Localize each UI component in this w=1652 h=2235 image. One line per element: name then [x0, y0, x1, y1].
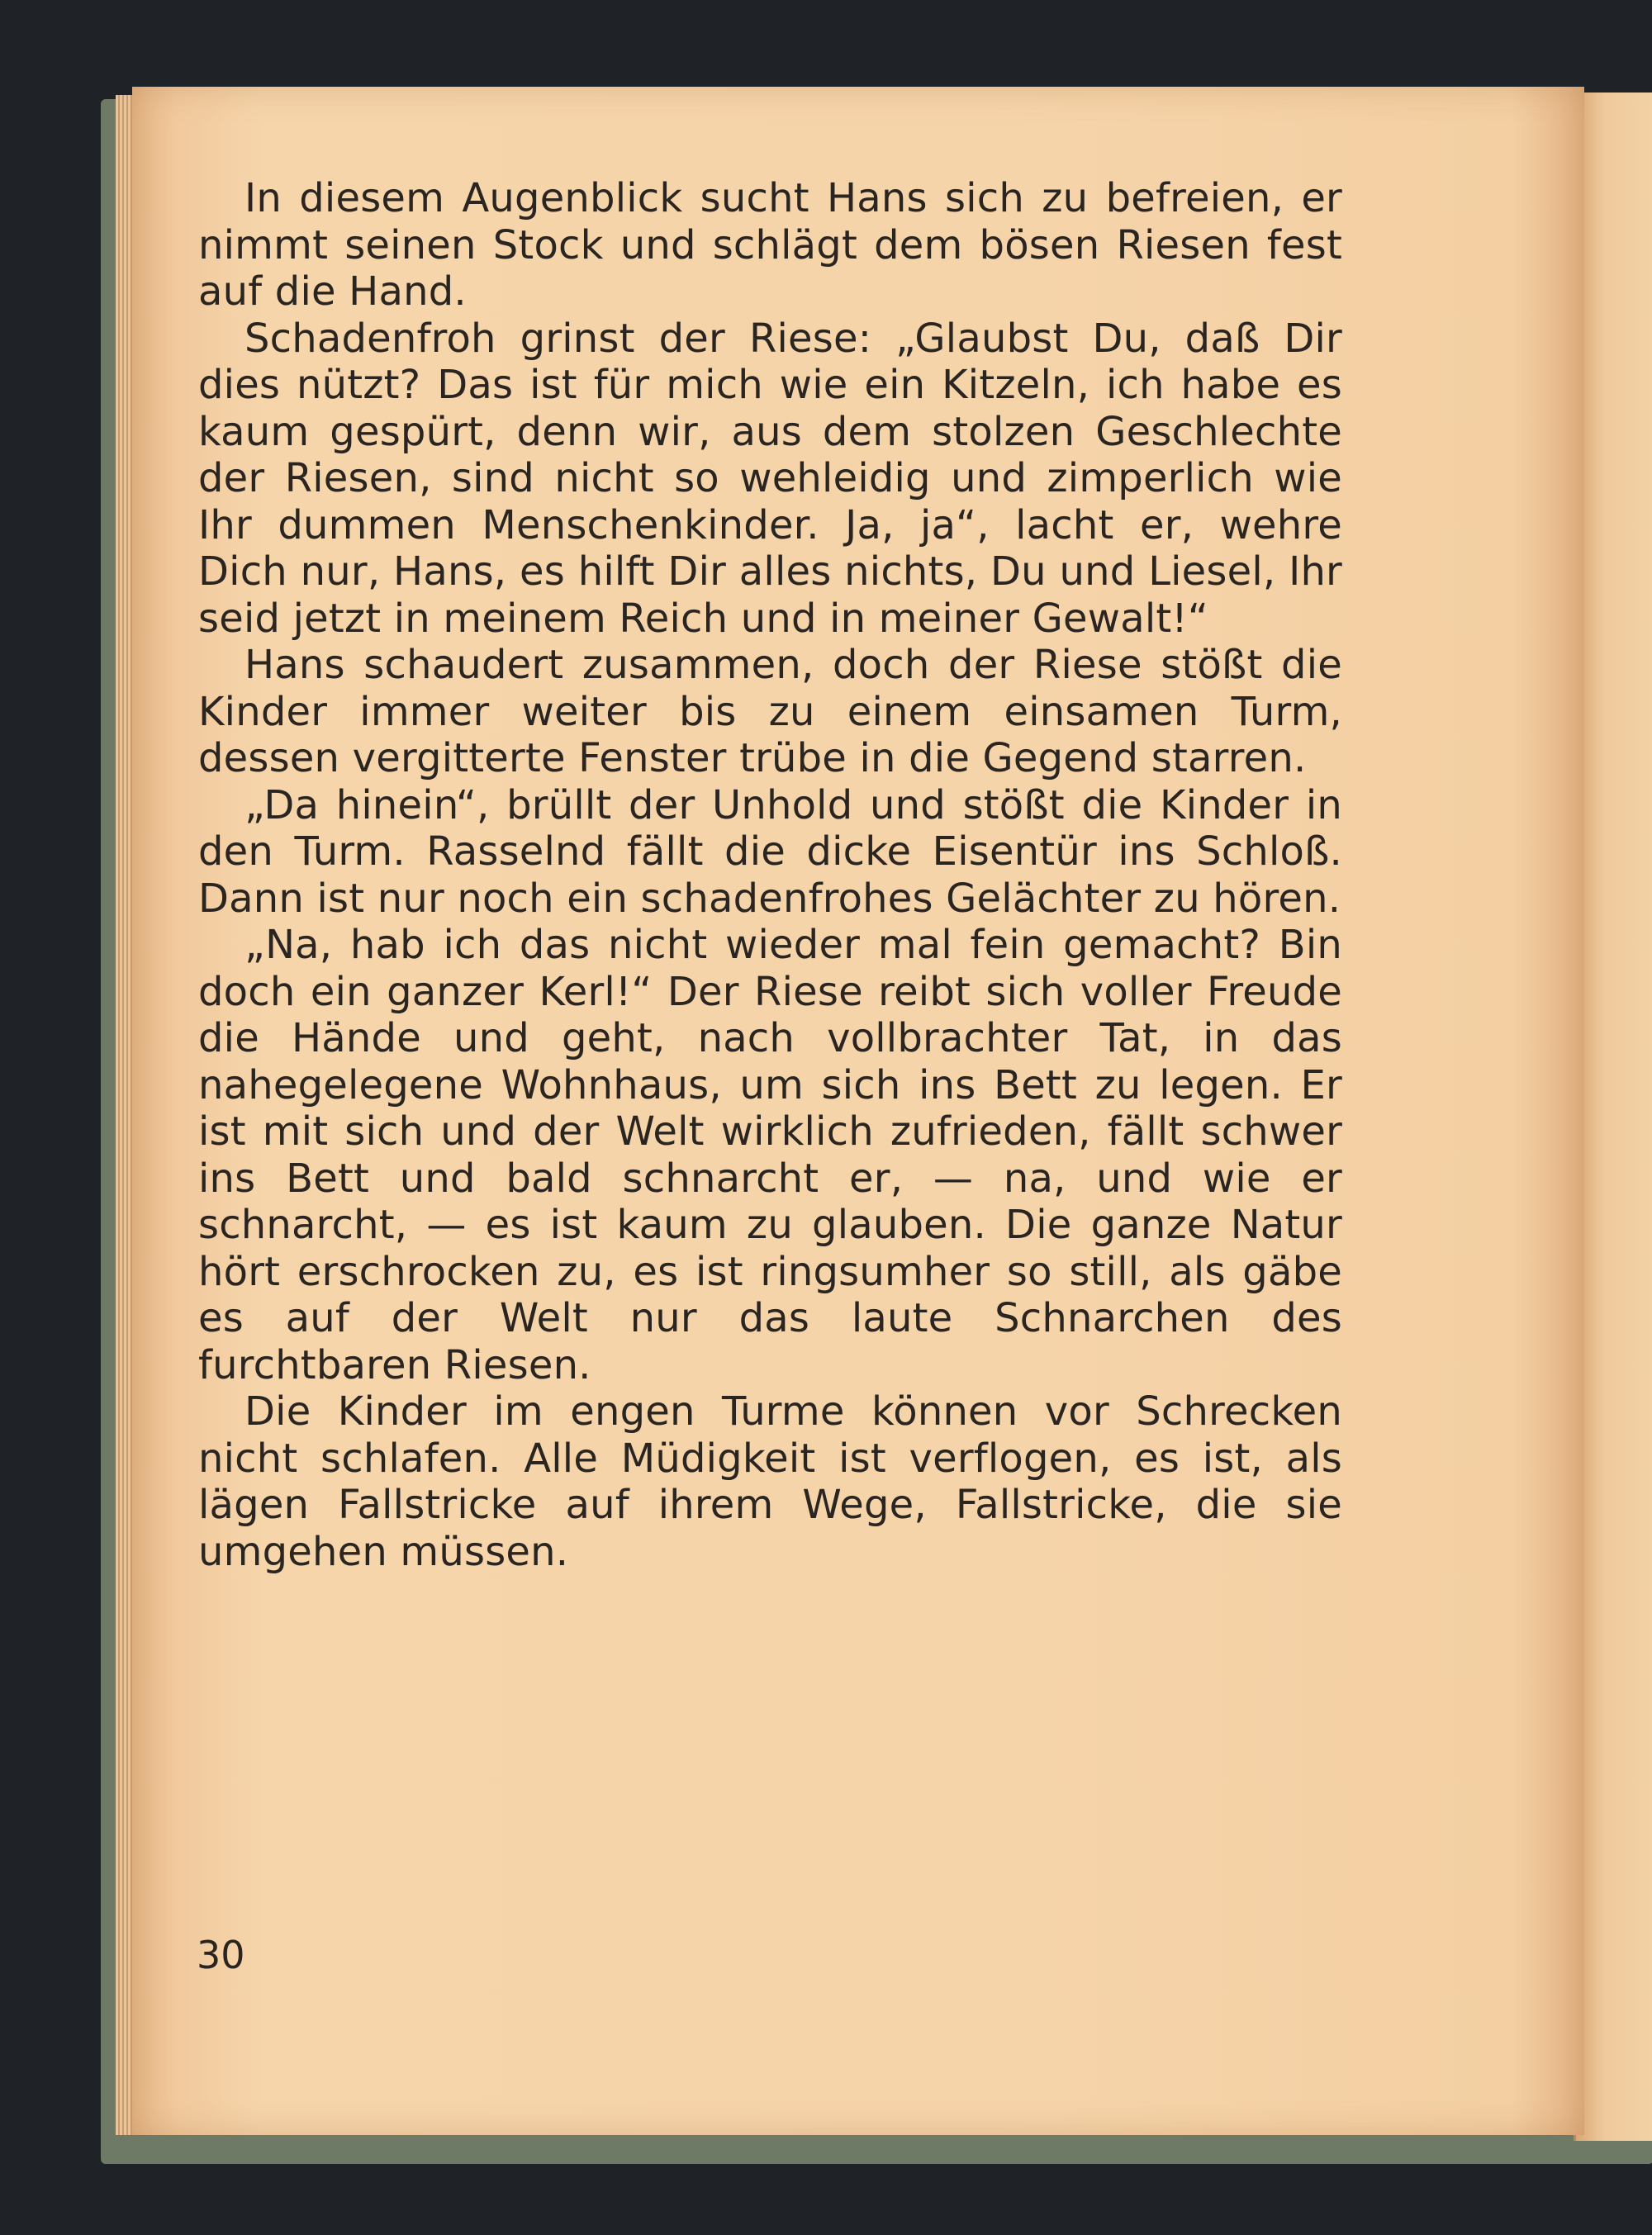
- paragraph: „Na, hab ich das nicht wieder mal fein gemacht? Bin doch ein ganzer Kerl!“ Der Riese reibt sich voller Freude die Hände und geht, nach vollbrachter Tat, in das nahegelegene Wohnhaus, um sich ins Bett zu legen. Er ist mit sich und der Welt wirklich zufrieden, fällt schwer ins Bett und bald schnarcht er, — na, und wie er schnarcht, — es ist kaum zu glauben. Die ganze Natur hört erschrocken zu, es ist ringsumher so still, als gäbe es auf der Welt nur das laute Schnarchen des furchtbaren Riesen.: [198, 922, 1342, 1388]
- paragraph: „Da hinein“, brüllt der Unhold und stößt die Kinder in den Turm. Rasselnd fällt die dicke Eisentür ins Schloß. Dann ist nur noch ein schadenfrohes Gelächter zu hören.: [198, 781, 1342, 922]
- paragraph: Schadenfroh grinst der Riese: „Glaubst Du, daß Dir dies nützt? Das ist für mich wie ein Kitzeln, ich habe es kaum gespürt, denn wir, aus dem stolzen Geschlechte der Riesen, sind nicht so wehleidig und zimperlich wie Ihr dummen Menschenkinder. Ja, ja“, lacht er, wehre Dich nur, Hans, es hilft Dir alles nichts, Du und Liesel, Ihr seid jetzt in meinem Reich und in meiner Gewalt!“: [198, 315, 1342, 642]
- page-number: 30: [197, 1933, 245, 1977]
- paragraph: Die Kinder im engen Turme können vor Schrecken nicht schlafen. Alle Müdigkeit ist verflogen, es ist, als lägen Fallstricke auf ihrem Wege, Fallstricke, die sie umgehen müssen.: [198, 1388, 1342, 1575]
- paragraph: In diesem Augenblick sucht Hans sich zu befreien, er nimmt seinen Stock und schlägt dem bösen Riesen fest auf die Hand.: [198, 175, 1342, 315]
- page-text: [198, 175, 1342, 1575]
- facing-page-edge: [1574, 93, 1652, 2141]
- paragraph: Hans schaudert zusammen, doch der Riese stößt die Kinder immer weiter bis zu einem einsamen Turm, dessen vergitterte Fenster trübe in die Gegend starren.: [198, 642, 1342, 781]
